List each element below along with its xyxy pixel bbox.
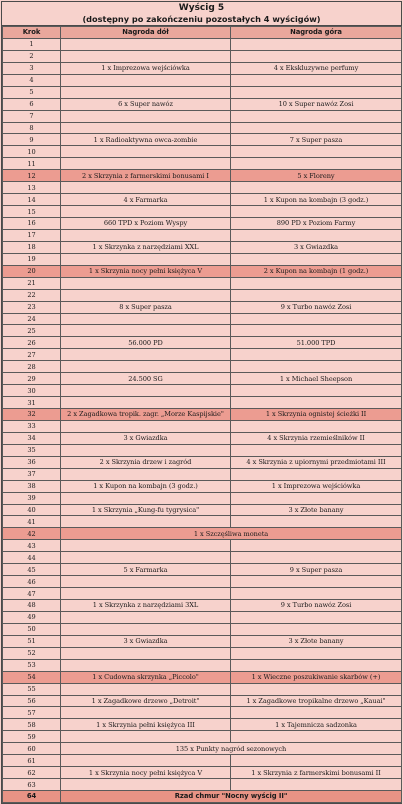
bottom-reward-cell [61, 38, 231, 50]
table-row [3, 540, 402, 552]
table-row [3, 516, 402, 528]
step-cell: 50 [3, 623, 61, 635]
bottom-reward-cell [61, 146, 231, 158]
bottom-reward-cell [61, 158, 231, 170]
bottom-reward-cell [61, 229, 231, 241]
bottom-reward-cell: 1 x Skrzynia nocy pełni księżyca V [61, 265, 231, 277]
table-row [3, 241, 402, 253]
table-row [3, 683, 402, 695]
bottom-reward-cell [61, 647, 231, 659]
top-reward-cell [231, 50, 402, 62]
bottom-reward-cell: 5 x Farmarka [61, 564, 231, 576]
table-row [3, 86, 402, 98]
table-row [3, 719, 402, 731]
bottom-reward-cell: 1 x Kupon na kombajn (3 godz.) [61, 480, 231, 492]
step-cell: 49 [3, 611, 61, 623]
table-row [3, 385, 402, 397]
step-cell: 21 [3, 277, 61, 289]
rewards-table [2, 26, 402, 803]
table-row [3, 468, 402, 480]
table-row [3, 74, 402, 86]
table-row [3, 767, 402, 779]
step-cell: 37 [3, 468, 61, 480]
top-reward-cell: 1 x Skrzynia ognistej ścieżki II [231, 409, 402, 421]
bottom-reward-cell: 2 x Zagadkowa tropik. zagr. „Morze Kaspijskie" [61, 409, 231, 421]
step-cell: 56 [3, 695, 61, 707]
bottom-reward-cell: 1 x Imprezowa wejściówka [61, 62, 231, 74]
bottom-reward-cell [61, 540, 231, 552]
bottom-reward-cell [61, 313, 231, 325]
step-cell: 45 [3, 564, 61, 576]
top-reward-cell [231, 647, 402, 659]
top-reward-cell: 1 x Kupon na kombajn (3 godz.) [231, 194, 402, 206]
bottom-reward-cell [61, 110, 231, 122]
step-cell: 29 [3, 373, 61, 385]
step-cell: 27 [3, 349, 61, 361]
top-reward-cell: 3 x Złote banany [231, 504, 402, 516]
step-cell: 1 [3, 38, 61, 50]
bottom-reward-cell: 1 x Skrzynia „Kung-fu tygrysica" [61, 504, 231, 516]
top-reward-cell [231, 755, 402, 767]
top-reward-cell: 5 x Floreny [231, 170, 402, 182]
bottom-reward-cell [61, 683, 231, 695]
bottom-reward-cell [61, 253, 231, 265]
step-cell: 62 [3, 767, 61, 779]
step-cell: 8 [3, 122, 61, 134]
table-row [3, 110, 402, 122]
bottom-reward-cell [61, 420, 231, 432]
top-reward-cell [231, 38, 402, 50]
table-row [3, 38, 402, 50]
table-row [3, 337, 402, 349]
step-cell: 15 [3, 206, 61, 218]
top-reward-cell [231, 349, 402, 361]
header-top-reward: Nagroda góra [231, 27, 402, 39]
table-row [3, 695, 402, 707]
step-cell: 48 [3, 600, 61, 612]
table-row [3, 206, 402, 218]
table-row [3, 576, 402, 588]
table-row [3, 420, 402, 432]
top-reward-cell [231, 146, 402, 158]
bottom-reward-cell [61, 516, 231, 528]
step-cell: 30 [3, 385, 61, 397]
table-row [3, 492, 402, 504]
top-reward-cell: 1 x Michael Sheepson [231, 373, 402, 385]
top-reward-cell [231, 158, 402, 170]
table-row [3, 50, 402, 62]
step-cell: 36 [3, 456, 61, 468]
table-row [3, 791, 402, 803]
bottom-reward-cell: 1 x Skrzynka z narzędziami 3XL [61, 600, 231, 612]
table-row [3, 552, 402, 564]
top-reward-cell [231, 277, 402, 289]
top-reward-cell [231, 253, 402, 265]
merged-reward-cell: 1 x Szczęśliwa moneta [61, 528, 402, 540]
table-row [3, 373, 402, 385]
table-row [3, 779, 402, 791]
table-row [3, 432, 402, 444]
step-cell: 55 [3, 683, 61, 695]
bottom-reward-cell [61, 349, 231, 361]
sheet-title [2, 2, 401, 26]
top-reward-cell [231, 86, 402, 98]
table-row [3, 277, 402, 289]
header-bottom-reward: Nagroda dół [61, 27, 231, 39]
bottom-reward-cell: 8 x Super pasza [61, 301, 231, 313]
table-header-row [3, 27, 402, 39]
bottom-reward-cell: 660 TPD x Poziom Wyspy [61, 218, 231, 230]
step-cell: 58 [3, 719, 61, 731]
top-reward-cell [231, 552, 402, 564]
top-reward-cell [231, 420, 402, 432]
step-cell: 40 [3, 504, 61, 516]
table-row [3, 611, 402, 623]
bottom-reward-cell: 2 x Skrzynia z farmerskimi bonusami I [61, 170, 231, 182]
step-cell: 16 [3, 218, 61, 230]
table-row [3, 564, 402, 576]
step-cell: 47 [3, 588, 61, 600]
table-row [3, 444, 402, 456]
table-row [3, 755, 402, 767]
table-row [3, 170, 402, 182]
top-reward-cell [231, 313, 402, 325]
bottom-reward-cell [61, 397, 231, 409]
top-reward-cell: 1 x Zagadkowe tropikalne drzewo „Kauai" [231, 695, 402, 707]
top-reward-cell [231, 122, 402, 134]
table-row [3, 122, 402, 134]
step-cell: 39 [3, 492, 61, 504]
step-cell: 63 [3, 779, 61, 791]
table-row [3, 528, 402, 540]
top-reward-cell: 9 x Turbo nawóz Zosi [231, 600, 402, 612]
top-reward-cell [231, 516, 402, 528]
table-row [3, 134, 402, 146]
bottom-reward-cell: 1 x Radioaktywna owca-zombie [61, 134, 231, 146]
step-cell: 20 [3, 265, 61, 277]
step-cell: 19 [3, 253, 61, 265]
step-cell: 42 [3, 528, 61, 540]
top-reward-cell [231, 385, 402, 397]
top-reward-cell [231, 540, 402, 552]
title-line-1: Wyścig 5 [178, 3, 225, 13]
step-cell: 3 [3, 62, 61, 74]
table-row [3, 671, 402, 683]
table-row [3, 98, 402, 110]
step-cell: 64 [3, 791, 61, 803]
bottom-reward-cell: 1 x Skrzynka z narzędziami XXL [61, 241, 231, 253]
step-cell: 59 [3, 731, 61, 743]
bottom-reward-cell [61, 707, 231, 719]
top-reward-cell: 4 x Skrzynia z upiornymi przedmiotami III [231, 456, 402, 468]
step-cell: 61 [3, 755, 61, 767]
top-reward-cell [231, 361, 402, 373]
step-cell: 10 [3, 146, 61, 158]
top-reward-cell: 3 x Złote banany [231, 635, 402, 647]
step-cell: 41 [3, 516, 61, 528]
bottom-reward-cell [61, 755, 231, 767]
bottom-reward-cell [61, 492, 231, 504]
step-cell: 11 [3, 158, 61, 170]
table-row [3, 659, 402, 671]
bottom-reward-cell [61, 659, 231, 671]
bottom-reward-cell: 3 x Gwiazdka [61, 432, 231, 444]
step-cell: 17 [3, 229, 61, 241]
top-reward-cell [231, 779, 402, 791]
bottom-reward-cell: 3 x Gwiazdka [61, 635, 231, 647]
bottom-reward-cell: 24.500 SG [61, 373, 231, 385]
step-cell: 54 [3, 671, 61, 683]
step-cell: 26 [3, 337, 61, 349]
step-cell: 23 [3, 301, 61, 313]
table-row [3, 504, 402, 516]
bottom-reward-cell: 6 x Super nawóz [61, 98, 231, 110]
step-cell: 52 [3, 647, 61, 659]
bottom-reward-cell: 56.000 PD [61, 337, 231, 349]
table-row [3, 397, 402, 409]
bottom-reward-cell [61, 50, 231, 62]
table-row [3, 456, 402, 468]
top-reward-cell: 7 x Super pasza [231, 134, 402, 146]
bottom-reward-cell [61, 552, 231, 564]
table-row [3, 600, 402, 612]
top-reward-cell [231, 289, 402, 301]
top-reward-cell [231, 611, 402, 623]
step-cell: 9 [3, 134, 61, 146]
table-row [3, 182, 402, 194]
table-row [3, 301, 402, 313]
bottom-reward-cell [61, 325, 231, 337]
table-row [3, 146, 402, 158]
table-row [3, 158, 402, 170]
top-reward-cell: 4 x Skrzynia rzemieślników II [231, 432, 402, 444]
table-row [3, 409, 402, 421]
top-reward-cell [231, 182, 402, 194]
bottom-reward-cell [61, 731, 231, 743]
top-reward-cell [231, 731, 402, 743]
merged-reward-cell: 135 x Punkty nagród sezonowych [61, 743, 402, 755]
bottom-reward-cell: 1 x Zagadkowe drzewo „Detroit" [61, 695, 231, 707]
bottom-reward-cell [61, 444, 231, 456]
bottom-reward-cell: 1 x Skrzynia nocy pełni księżyca V [61, 767, 231, 779]
bottom-reward-cell: 1 x Skrzynia pełni księżyca III [61, 719, 231, 731]
table-row [3, 731, 402, 743]
step-cell: 24 [3, 313, 61, 325]
table-row [3, 361, 402, 373]
table-row [3, 325, 402, 337]
title-line-2: (dostępny po zakończeniu pozostałych 4 wyścigów) [82, 13, 321, 24]
top-reward-cell [231, 325, 402, 337]
top-reward-cell: 9 x Super pasza [231, 564, 402, 576]
table-row [3, 229, 402, 241]
top-reward-cell [231, 707, 402, 719]
step-cell: 44 [3, 552, 61, 564]
table-row [3, 623, 402, 635]
header-step: Krok [3, 27, 61, 39]
table-row [3, 743, 402, 755]
top-reward-cell [231, 229, 402, 241]
top-reward-cell: 2 x Kupon na kombajn (1 godz.) [231, 265, 402, 277]
top-reward-cell: 1 x Wieczne poszukiwanie skarbów (+) [231, 671, 402, 683]
table-row [3, 647, 402, 659]
table-row [3, 313, 402, 325]
bottom-reward-cell [61, 623, 231, 635]
top-reward-cell [231, 397, 402, 409]
top-reward-cell: 10 x Super nawóz Zosi [231, 98, 402, 110]
top-reward-cell [231, 588, 402, 600]
step-cell: 25 [3, 325, 61, 337]
table-row [3, 218, 402, 230]
step-cell: 53 [3, 659, 61, 671]
bottom-reward-cell [61, 289, 231, 301]
table-row [3, 265, 402, 277]
top-reward-cell [231, 659, 402, 671]
step-cell: 43 [3, 540, 61, 552]
table-row [3, 253, 402, 265]
bottom-reward-cell [61, 385, 231, 397]
bottom-reward-cell: 2 x Skrzynia drzew i zagród [61, 456, 231, 468]
bottom-reward-cell [61, 122, 231, 134]
step-cell: 33 [3, 420, 61, 432]
bottom-reward-cell [61, 277, 231, 289]
top-reward-cell: 51.000 TPD [231, 337, 402, 349]
bottom-reward-cell [61, 361, 231, 373]
step-cell: 14 [3, 194, 61, 206]
top-reward-cell: 890 PD x Poziom Farmy [231, 218, 402, 230]
bottom-reward-cell [61, 74, 231, 86]
step-cell: 35 [3, 444, 61, 456]
top-reward-cell [231, 110, 402, 122]
top-reward-cell: 1 x Skrzynia z farmerskimi bonusami II [231, 767, 402, 779]
step-cell: 57 [3, 707, 61, 719]
top-reward-cell [231, 444, 402, 456]
table-row [3, 707, 402, 719]
step-cell: 4 [3, 74, 61, 86]
step-cell: 34 [3, 432, 61, 444]
top-reward-cell [231, 623, 402, 635]
table-row [3, 588, 402, 600]
top-reward-cell: 3 x Gwiazdka [231, 241, 402, 253]
top-reward-cell [231, 576, 402, 588]
reward-sheet [1, 1, 402, 804]
bottom-reward-cell [61, 588, 231, 600]
table-row [3, 62, 402, 74]
step-cell: 46 [3, 576, 61, 588]
bottom-reward-cell [61, 86, 231, 98]
bottom-reward-cell: 4 x Farmarka [61, 194, 231, 206]
bottom-reward-cell [61, 182, 231, 194]
step-cell: 60 [3, 743, 61, 755]
step-cell: 38 [3, 480, 61, 492]
top-reward-cell: 9 x Turbo nawóz Zosi [231, 301, 402, 313]
step-cell: 18 [3, 241, 61, 253]
step-cell: 12 [3, 170, 61, 182]
step-cell: 22 [3, 289, 61, 301]
step-cell: 28 [3, 361, 61, 373]
table-row [3, 194, 402, 206]
step-cell: 2 [3, 50, 61, 62]
bottom-reward-cell: 1 x Cudowna skrzynka „Piccolo" [61, 671, 231, 683]
table-row [3, 635, 402, 647]
top-reward-cell [231, 683, 402, 695]
merged-reward-cell: Rzad chmur "Nocny wyścig II" [61, 791, 402, 803]
bottom-reward-cell [61, 468, 231, 480]
step-cell: 7 [3, 110, 61, 122]
top-reward-cell [231, 74, 402, 86]
step-cell: 6 [3, 98, 61, 110]
bottom-reward-cell [61, 206, 231, 218]
step-cell: 13 [3, 182, 61, 194]
table-row [3, 480, 402, 492]
top-reward-cell [231, 468, 402, 480]
step-cell: 51 [3, 635, 61, 647]
table-row [3, 349, 402, 361]
bottom-reward-cell [61, 779, 231, 791]
top-reward-cell [231, 492, 402, 504]
table-row [3, 289, 402, 301]
step-cell: 5 [3, 86, 61, 98]
step-cell: 32 [3, 409, 61, 421]
bottom-reward-cell [61, 611, 231, 623]
top-reward-cell: 1 x Tajemnicza sadzonka [231, 719, 402, 731]
bottom-reward-cell [61, 576, 231, 588]
top-reward-cell: 4 x Ekskluzywne perfumy [231, 62, 402, 74]
top-reward-cell [231, 206, 402, 218]
top-reward-cell: 1 x Imprezowa wejściówka [231, 480, 402, 492]
step-cell: 31 [3, 397, 61, 409]
